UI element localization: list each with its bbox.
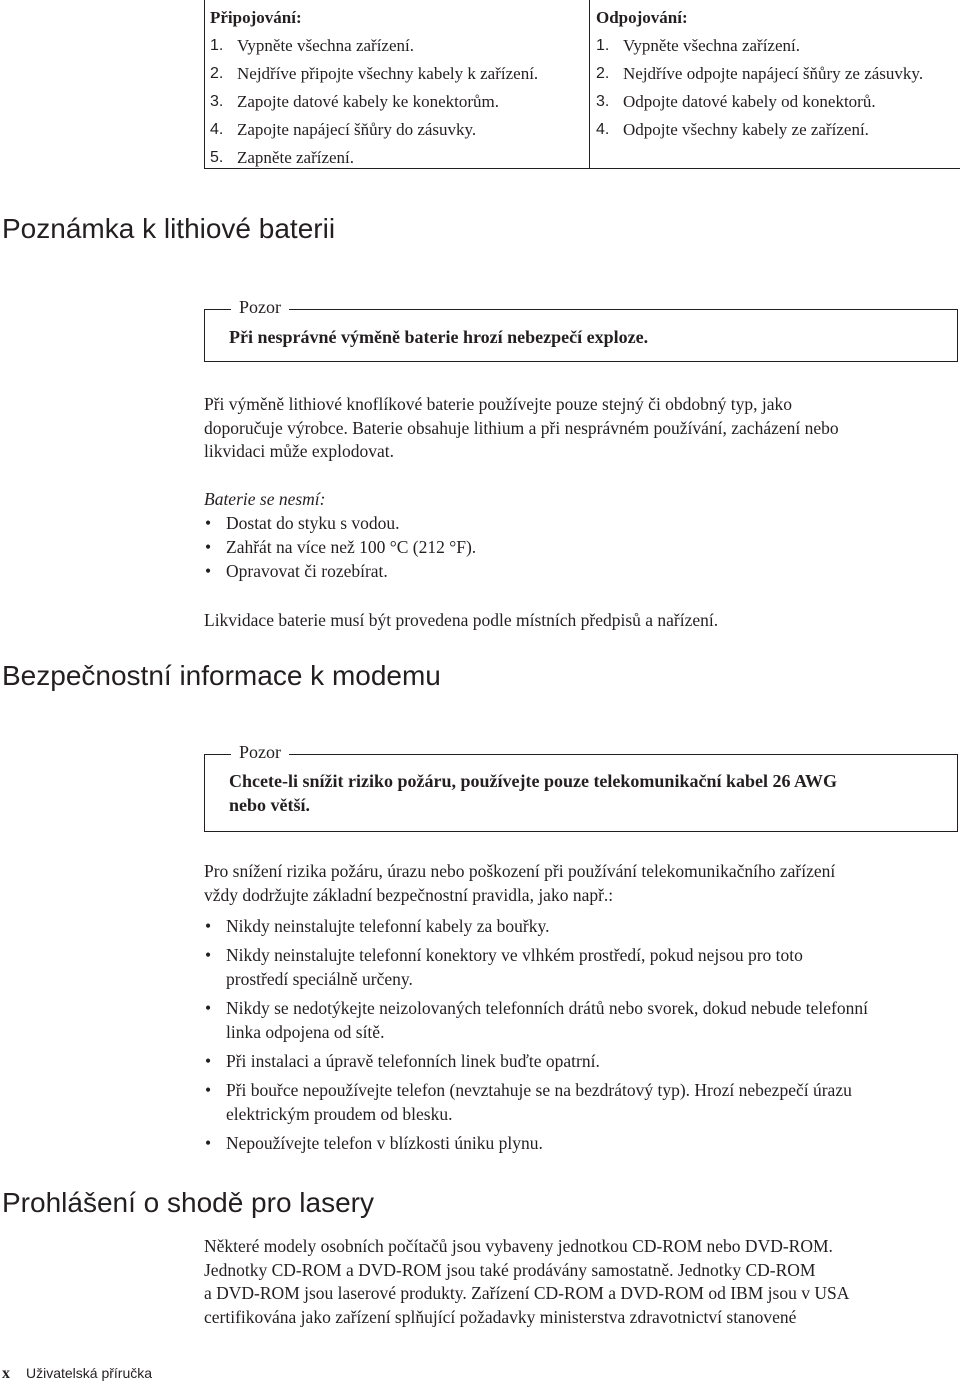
must-not-list — [204, 511, 958, 583]
disposal-note: Likvidace baterie musí být provedena podle místních předpisů a nařízení. — [204, 610, 719, 630]
connect-column — [205, 0, 590, 168]
connect-step: 2. Nejdříve připojte všechny kabely k zařízení. — [210, 64, 539, 83]
disconnect-step: 3. Odpojte datové kabely od konektorů. — [596, 92, 876, 111]
caution-text: Při nesprávné výměně baterie hrozí nebezpečí exploze. — [229, 327, 649, 347]
list-item: • Dostat do styku s vodou. — [204, 511, 958, 535]
list-item: • Zahřát na více než 100 °C (212 °F). — [204, 535, 958, 559]
laser-paragraph: Některé modely osobních počítačů jsou vybaveny jednotkou CD-ROM nebo DVD-ROM. Jednotky CD-ROM a DVD-ROM jsou také prodávány samostatně. Jednotky CD-ROM a DVD-ROM jsou laserové produkty. Zařízení CD-ROM a DVD-ROM od IBM jsou v USA certifikována jako zařízení splňující požadavky ministerstva zdravotnictví stanovené — [204, 1236, 850, 1327]
must-not-heading: Baterie se nesmí: — [204, 489, 326, 509]
list-item: • Při bouřce nepoužívejte telefon (nevztahuje se na bezdrátový typ). Hrozí nebezpečí úrazu elektrickým proudem od blesku. — [204, 1078, 958, 1126]
disconnect-step: 4. Odpojte všechny kabely ze zařízení. — [596, 120, 869, 139]
page-footer — [2, 1365, 152, 1383]
list-item: • Nikdy se nedotýkejte neizolovaných telefonních drátů nebo svorek, dokud nebude telefonní linka odpojena od sítě. — [204, 996, 958, 1044]
caution-label: Pozor — [231, 297, 289, 318]
connect-disconnect-table — [204, 0, 960, 169]
disconnect-step: 1. Vypněte všechna zařízení. — [596, 36, 800, 55]
laser-section-heading: Prohlášení o shodě pro lasery — [2, 1187, 374, 1218]
list-item: • Nepoužívejte telefon v blízkosti úniku plynu. — [204, 1131, 958, 1155]
list-item: • Nikdy neinstalujte telefonní kabely za bouřky. — [204, 914, 958, 938]
list-item: • Nikdy neinstalujte telefonní konektory ve vlhkém prostředí, pokud nejsou pro toto prostředí speciálně určeny. — [204, 943, 958, 991]
list-item: • Opravovat či rozebírat. — [204, 559, 958, 583]
lithium-caution-box — [204, 297, 958, 362]
disconnect-column — [590, 0, 960, 168]
disconnect-step: 2. Nejdříve odpojte napájecí šňůry ze zásuvky. — [596, 64, 924, 83]
modem-rules-list — [204, 914, 958, 1155]
connect-heading: Připojování: — [210, 8, 302, 27]
modem-intro: Pro snížení rizika požáru, úrazu nebo poškození při používání telekomunikačního zařízení vždy dodržujte základní bezpečnostní pravidla, jako např.: — [204, 861, 836, 905]
caution-text: Chcete-li snížit riziko požáru, používejte pouze telekomunikační kabel 26 AWG nebo větší. — [229, 771, 837, 815]
connect-step: 1. Vypněte všechna zařízení. — [210, 36, 414, 55]
connect-step: 4. Zapojte napájecí šňůry do zásuvky. — [210, 120, 477, 139]
connect-step: 3. Zapojte datové kabely ke konektorům. — [210, 92, 499, 111]
book-title: Uživatelská příručka — [26, 1365, 153, 1381]
lithium-paragraph: Při výměně lithiové knoflíkové baterie používejte pouze stejný či obdobný typ, jako doporučuje výrobce. Baterie obsahuje lithium a při nesprávném používání, zacházení nebo likvidaci může explodovat. — [204, 394, 839, 461]
modem-section-heading: Bezpečnostní informace k modemu — [2, 660, 441, 691]
disconnect-heading: Odpojování: — [596, 8, 688, 27]
caution-label: Pozor — [231, 742, 289, 763]
lithium-section-heading: Poznámka k lithiové baterii — [2, 213, 336, 244]
page-number: x — [2, 1365, 10, 1382]
modem-caution-box — [204, 742, 958, 832]
list-item: • Při instalaci a úpravě telefonních linek buďte opatrní. — [204, 1049, 958, 1073]
connect-step: 5. Zapněte zařízení. — [210, 148, 355, 167]
